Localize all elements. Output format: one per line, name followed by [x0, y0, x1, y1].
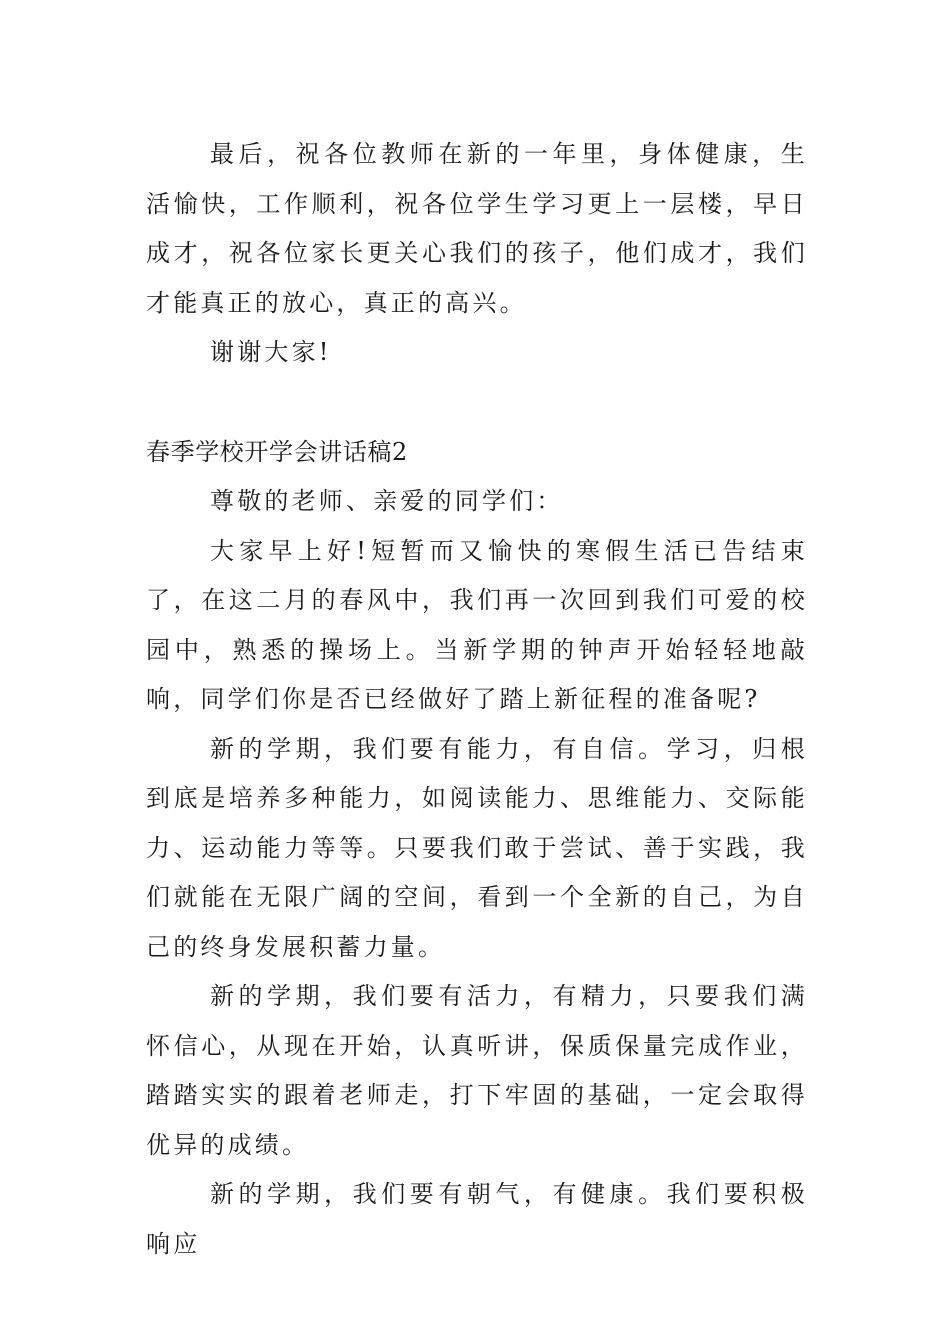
body-paragraph-3: 新的学期，我们要有活力，有精力，只要我们满怀信心，从现在开始，认真听讲，保质保量完成作业，踏踏实实的跟着老师走，打下牢固的基础，一定会取得优异的成绩。 [146, 982, 808, 1159]
body-paragraph-4: 新的学期，我们要有朝气，有健康。我们要积极响应 [146, 1180, 808, 1258]
greeting-paragraph: 尊敬的老师、亲爱的同学们： [210, 487, 564, 515]
document-page [146, 130, 808, 1269]
closing-wishes-paragraph: 最后，祝各位教师在新的一年里，身体健康，生活愉快，工作顺利，祝各位学生学习更上一层楼，早日成才，祝各位家长更关心我们的孩子，他们成才，我们才能真正的放心，真正的高兴。 [146, 140, 808, 317]
section-title: 春季学校开学会讲话稿2 [146, 437, 408, 466]
body-paragraph-1: 大家早上好!短暂而又愉快的寒假生活已告结束了，在这二月的春风中，我们再一次回到我们可爱的校园中，熟悉的操场上。当新学期的钟声开始轻轻地敲响，同学们你是否已经做好了踏上新征程的准备呢? [146, 536, 808, 713]
body-paragraph-2: 新的学期，我们要有能力，有自信。学习，归根到底是培养多种能力，如阅读能力、思维能力、交际能力、运动能力等等。只要我们敢于尝试、善于实践，我们就能在无限广阔的空间，看到一个全新的自己，为自己的终身发展积蓄力量。 [146, 734, 808, 961]
thanks-paragraph: 谢谢大家! [210, 338, 332, 366]
section-spacer [146, 378, 808, 428]
